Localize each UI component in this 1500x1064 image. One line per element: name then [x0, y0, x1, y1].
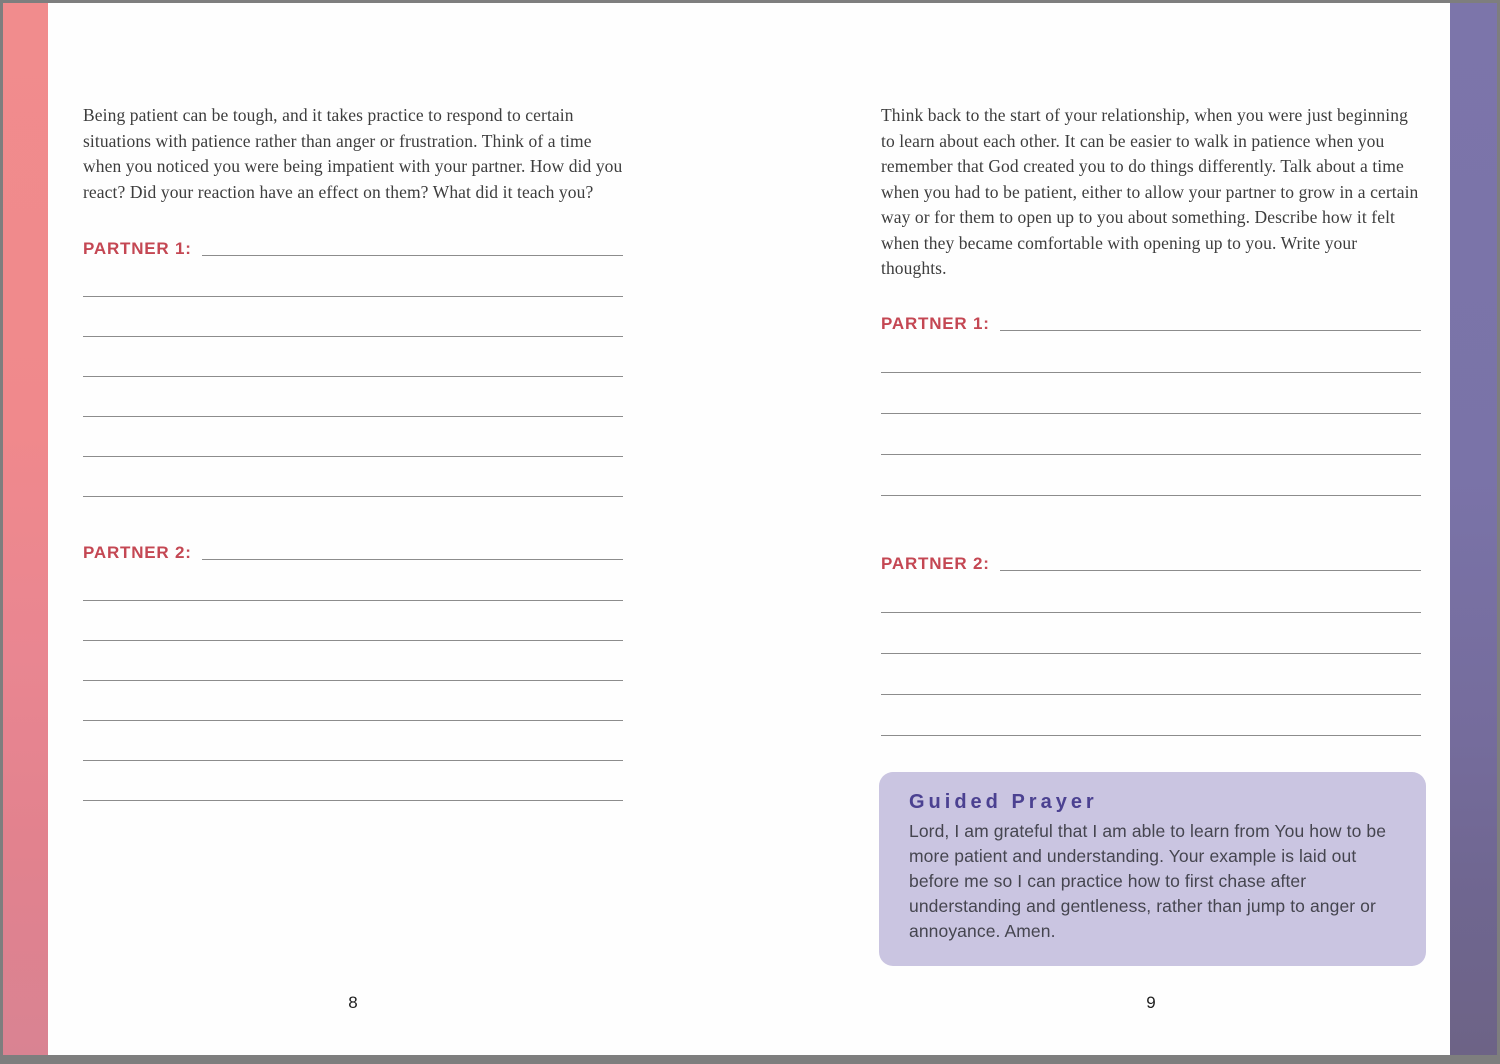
partner-label: PARTNER 2: — [881, 553, 990, 573]
writing-line — [881, 414, 1421, 455]
writing-line — [881, 695, 1421, 736]
writing-line — [83, 457, 623, 497]
label-underline — [1000, 570, 1421, 571]
writing-line — [83, 337, 623, 377]
writing-line — [83, 257, 623, 297]
page-number-right: 9 — [1146, 993, 1156, 1012]
writing-line — [881, 373, 1421, 414]
writing-line — [83, 561, 623, 601]
partner-label: PARTNER 1: — [83, 239, 192, 258]
writing-line — [83, 721, 623, 761]
partner-label-row — [881, 546, 1421, 572]
intro-paragraph-left: Being patient can be tough, and it takes practice to respond to certain situations with patience rather than anger or frustration. Think of a time when you noticed you were being impatient with your partner. How did you react? Did your reaction have an effect on them? What did it teach you? — [83, 105, 623, 202]
intro-paragraph-right: Think back to the start of your relationship, when you were just beginning to learn about each other. It can be easier to walk in patience when you remember that God created you to do things differently. Talk about a time when you had to be patient, either to allow your partner to grow in a certain way or for them to open up to you about something. Describe how it felt when they became comfortable with opening up to you. Write your thoughts. — [881, 105, 1419, 278]
partner-section — [881, 546, 1421, 736]
label-underline — [1000, 330, 1421, 331]
writing-line — [83, 377, 623, 417]
right-page-sections — [881, 306, 1421, 736]
writing-line — [83, 601, 623, 641]
left-page-sections — [83, 231, 623, 801]
writing-line — [881, 613, 1421, 654]
writing-line — [83, 761, 623, 801]
writing-line — [83, 681, 623, 721]
partner-section — [83, 231, 623, 497]
guided-prayer-body: Lord, I am grateful that I am able to learn from You how to be more patient and understanding. Your example is laid out before me so I can practice how to first chase after understanding and gentleness, rather than jump to anger or annoyance. Amen. — [909, 820, 1387, 941]
left-page — [83, 103, 623, 801]
partner-label-row — [83, 535, 623, 561]
coral-page-edge — [3, 3, 48, 1055]
writing-line — [83, 297, 623, 337]
guided-prayer-title: Guided Prayer — [909, 790, 1098, 813]
writing-line — [83, 417, 623, 457]
partner-label: PARTNER 1: — [881, 313, 990, 333]
partner-section — [83, 535, 623, 801]
right-page — [881, 103, 1421, 966]
partner-label-row — [881, 306, 1421, 332]
writing-line — [83, 641, 623, 681]
writing-line — [881, 455, 1421, 496]
writing-line — [881, 332, 1421, 373]
purple-page-edge — [1450, 3, 1497, 1055]
partner-label: PARTNER 2: — [83, 543, 192, 562]
page-number-left: 8 — [348, 993, 358, 1012]
writing-line — [881, 654, 1421, 695]
writing-line — [881, 572, 1421, 613]
label-underline — [202, 255, 623, 256]
label-underline — [202, 559, 623, 560]
guided-prayer-box — [879, 772, 1426, 966]
partner-label-row — [83, 231, 623, 257]
partner-section — [881, 306, 1421, 496]
